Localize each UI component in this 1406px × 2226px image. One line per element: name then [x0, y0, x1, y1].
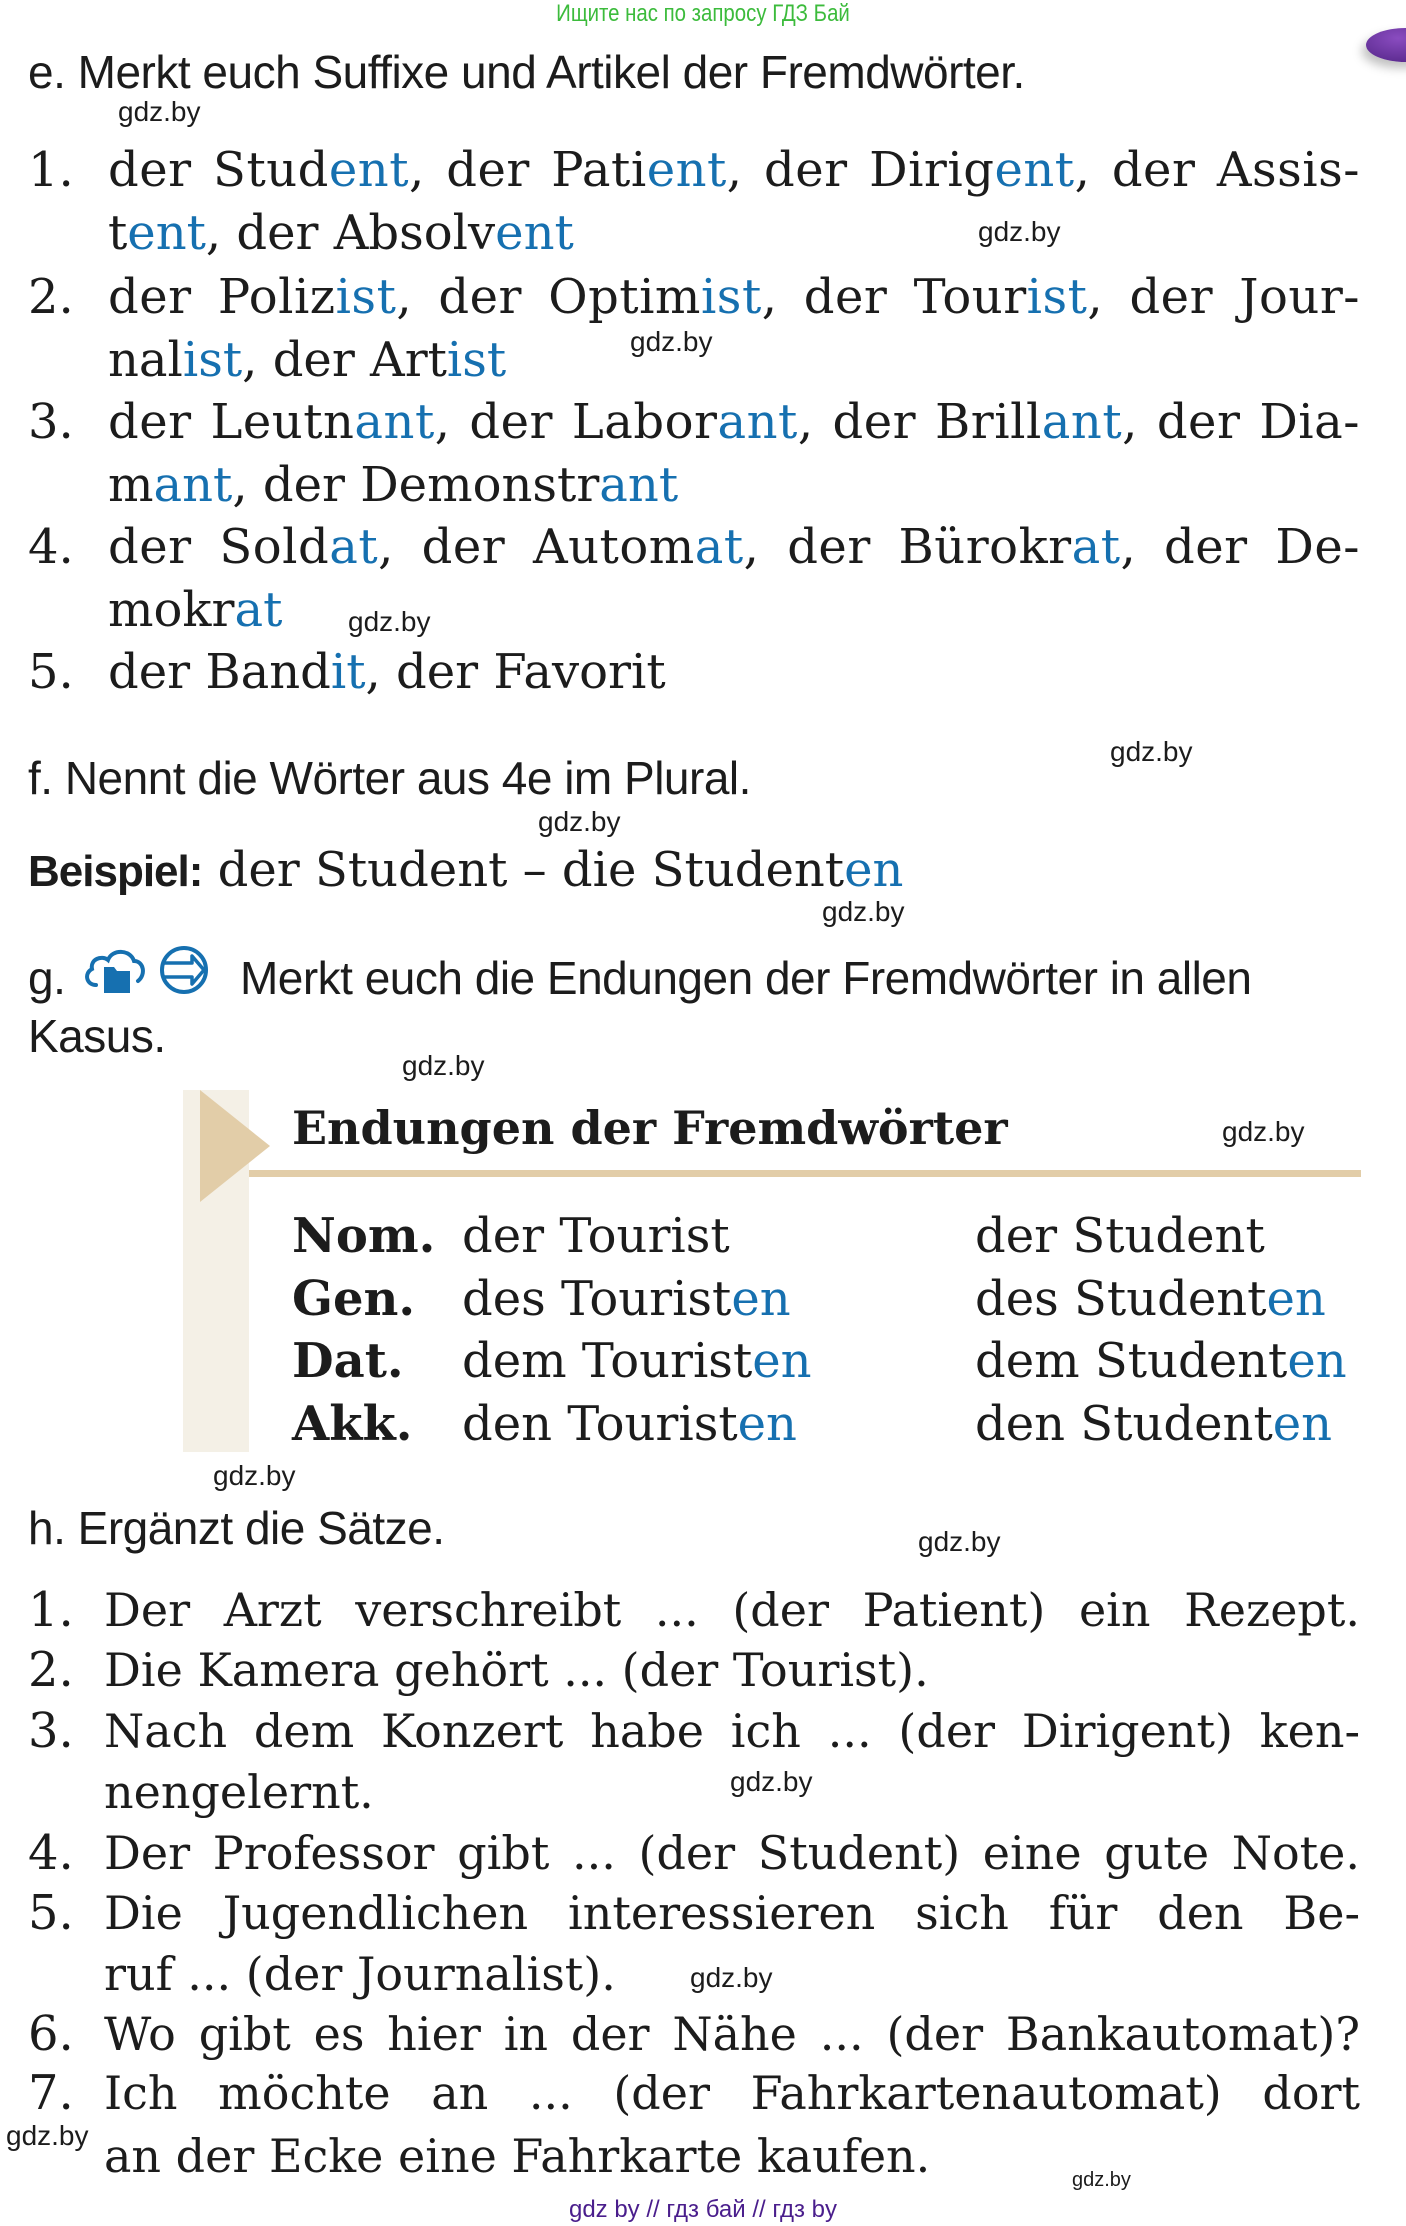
case-label-cell [292, 1331, 404, 1391]
word-text: der Poliz [108, 269, 336, 325]
case-label: Nom. [292, 1208, 436, 1264]
suffix-highlight: ent [646, 142, 727, 198]
word-text: nal [108, 332, 183, 388]
list-number: 7. [28, 2065, 74, 2121]
sentence-line: Wo gibt es hier in der Nähe ... (der Bankautomat)? [104, 2007, 1360, 2061]
student-form: den Student [975, 1396, 1273, 1452]
list-number: 2. [28, 269, 74, 325]
suffix-highlight: at [329, 519, 379, 575]
list-item-line [108, 455, 678, 515]
list-number: 2. [28, 1642, 74, 1698]
list-number: 1. [28, 1582, 74, 1638]
word-text: , der Favorit [365, 644, 666, 700]
word-text: , der Brill [797, 394, 1042, 450]
student-form-cell [975, 1331, 1347, 1391]
sentence-line: ruf ... (der Journalist). [104, 1947, 616, 2001]
tourist-form: den Tourist [462, 1396, 738, 1452]
sentence-line: Der Arzt verschreibt ... (der Patient) ein Rezept. [104, 1583, 1360, 1637]
word-text: , der Optim [396, 269, 701, 325]
example-label: Beispiel: [28, 847, 203, 896]
circle-arrow-icon [158, 944, 210, 996]
student-form-cell [975, 1269, 1326, 1329]
footer-links: gdz by // гдз бай // гдз by [568, 2196, 838, 2223]
list-item-line [108, 203, 574, 263]
case-label-cell [292, 1269, 415, 1329]
tourist-form: der Tourist [462, 1208, 730, 1264]
example-line [28, 840, 903, 902]
example-suffix: en [844, 842, 904, 898]
word-text: , der Demonstr [232, 457, 600, 513]
suffix-highlight: ent [127, 205, 206, 261]
watermark: gdz.by [118, 96, 201, 127]
suffix-highlight: at [234, 582, 283, 638]
word-text: , der Art [242, 332, 447, 388]
suffix-highlight: ant [354, 394, 435, 450]
suffix-highlight: ent [328, 142, 409, 198]
suffix-highlight: ent [994, 142, 1075, 198]
ending-highlight: en [1287, 1333, 1347, 1389]
tourist-form: des Tourist [462, 1271, 732, 1327]
tourist-form-cell [462, 1206, 730, 1266]
word-text: , der Jour- [1087, 269, 1360, 325]
list-number: 3. [28, 394, 74, 450]
word-text: , der Bürokr [743, 519, 1072, 575]
word-text: der Stud [108, 142, 329, 198]
case-label: Gen. [292, 1271, 416, 1327]
corner-decoration [1366, 28, 1406, 62]
word-text: , der Labor [434, 394, 718, 450]
suffix-highlight: it [330, 644, 366, 700]
word-text: , der Absolv [205, 205, 496, 261]
word-text: , der De- [1120, 519, 1360, 575]
suffix-highlight: ant [717, 394, 798, 450]
suffix-highlight: at [694, 519, 744, 575]
list-number: 1. [28, 142, 74, 198]
sentence-line: Nach dem Konzert habe ich ... (der Dirigent) ken- [104, 1704, 1360, 1758]
watermark: gdz.by [822, 896, 905, 927]
tourist-form-cell [462, 1331, 812, 1391]
word-text: , der Assis- [1074, 142, 1361, 198]
watermark: gdz.by [730, 1766, 813, 1797]
word-text: , der Dirig [726, 142, 995, 198]
watermark: gdz.by [1072, 2169, 1131, 2191]
case-label-cell [292, 1206, 435, 1266]
suffix-highlight: ist [1026, 269, 1088, 325]
list-item-line [108, 330, 506, 390]
student-form: des Student [975, 1271, 1267, 1327]
section-g-heading-line2: Kasus. [28, 1010, 166, 1062]
suffix-highlight: ist [335, 269, 397, 325]
list-item-line [108, 267, 1360, 327]
word-text: m [108, 457, 154, 513]
box-triangle-marker [200, 1090, 270, 1202]
watermark: gdz.by [348, 606, 431, 637]
section-g-heading [28, 950, 1251, 1006]
ending-highlight: en [737, 1396, 797, 1452]
watermark: gdz.by [402, 1050, 485, 1081]
sentence-line: Die Kamera gehört ... (der Tourist). [104, 1643, 929, 1697]
suffix-highlight: ant [1041, 394, 1123, 450]
word-text: , der Dia- [1122, 394, 1360, 450]
section-f-heading: f. Nennt die Wörter aus 4e im Plural. [28, 752, 751, 804]
list-item-line [108, 392, 1360, 452]
watermark: gdz.by [1110, 736, 1193, 767]
cloud-folder-icon [82, 945, 148, 995]
case-label: Akk. [292, 1396, 413, 1452]
watermark: gdz.by [978, 216, 1061, 247]
watermark: gdz.by [6, 2120, 89, 2151]
sentence-line: nengelernt. [104, 1765, 374, 1819]
student-form-cell [975, 1394, 1332, 1454]
box-title: Endungen der Fremdwörter [292, 1101, 1008, 1155]
sentence-line: an der Ecke eine Fahrkarte kaufen. [104, 2129, 931, 2183]
suffix-highlight: ant [153, 457, 233, 513]
tourist-form-cell [462, 1394, 797, 1454]
student-form: der Student [975, 1208, 1265, 1264]
word-text: der Sold [108, 519, 330, 575]
section-h-heading: h. Ergänzt die Sätze. [28, 1502, 445, 1554]
word-text: der Band [108, 644, 331, 700]
word-text: t [108, 205, 128, 261]
list-item-line [108, 517, 1360, 577]
list-item-line [108, 642, 666, 702]
student-form-cell [975, 1206, 1265, 1266]
watermark: gdz.by [690, 1962, 773, 1993]
tourist-form: dem Tourist [462, 1333, 753, 1389]
search-banner: Ищите нас по запросу ГДЗ Бай [556, 0, 850, 27]
suffix-highlight: at [1071, 519, 1121, 575]
word-text: mokr [108, 582, 235, 638]
suffix-highlight: ent [495, 205, 574, 261]
ending-highlight: en [1272, 1396, 1333, 1452]
list-item-line [108, 580, 282, 640]
word-text: , der Tour [761, 269, 1027, 325]
watermark: gdz.by [918, 1526, 1001, 1557]
box-divider [249, 1170, 1361, 1177]
case-label: Dat. [292, 1333, 404, 1389]
ending-highlight: en [731, 1271, 791, 1327]
section-g-text: Merkt euch die Endungen der Fremdwörter in allen [239, 952, 1252, 1004]
ending-highlight: en [752, 1333, 812, 1389]
list-number: 6. [28, 2006, 74, 2062]
list-number: 4. [28, 1825, 74, 1881]
list-number: 3. [28, 1703, 74, 1759]
watermark: gdz.by [1222, 1116, 1305, 1147]
list-number: 5. [28, 1885, 74, 1941]
tourist-form-cell [462, 1269, 791, 1329]
suffix-highlight: ist [700, 269, 762, 325]
example-text: der Student – die Student [202, 842, 845, 898]
list-number: 5. [28, 644, 74, 700]
student-form: dem Student [975, 1333, 1288, 1389]
suffix-highlight: ist [182, 332, 243, 388]
watermark: gdz.by [630, 326, 713, 357]
watermark: gdz.by [538, 806, 621, 837]
sentence-line: Die Jugendlichen interessieren sich für den Be- [104, 1886, 1360, 1940]
list-item-line [108, 140, 1360, 200]
section-g-letter: g. [28, 952, 66, 1004]
word-text: , der Autom [378, 519, 695, 575]
suffix-highlight: ant [599, 457, 679, 513]
word-text: , der Pati [408, 142, 647, 198]
suffix-highlight: ist [446, 332, 507, 388]
sentence-line: Der Professor gibt ... (der Student) eine gute Note. [104, 1826, 1360, 1880]
case-label-cell [292, 1394, 412, 1454]
sentence-line: Ich möchte an ... (der Fahrkartenautomat) dort [104, 2066, 1360, 2120]
watermark: gdz.by [213, 1460, 296, 1491]
list-number: 4. [28, 519, 74, 575]
ending-highlight: en [1266, 1271, 1326, 1327]
section-e-heading: e. Merkt euch Suffixe und Artikel der Fremdwörter. [28, 46, 1025, 98]
word-text: der Leutn [108, 394, 355, 450]
